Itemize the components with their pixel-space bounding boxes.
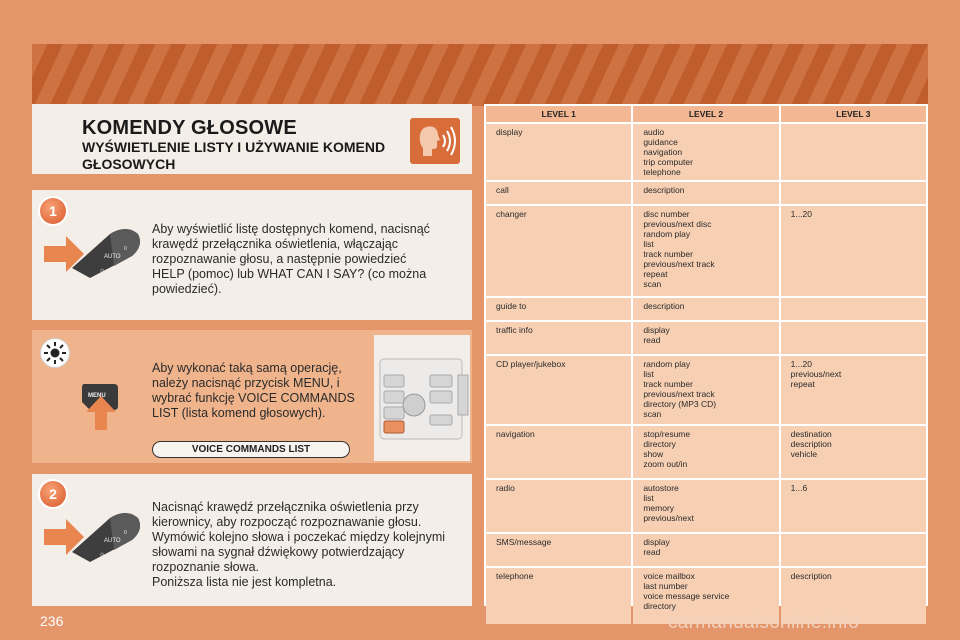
table-cell-level-3: 1...6 (781, 480, 926, 532)
step-3-text: Nacisnąć krawędź przełącznika oświetlenia przy kierownicy, aby rozpocząć rozpoznawanie głosu. Wymówić kolejno słowa i poczekać między kolejnymi słowami na sygnał dźwiękowy potwierdzający rozpoznanie słowa. Poniższa lista nie jest kompletna. (152, 500, 446, 589)
table-cell-level-1: changer (486, 206, 631, 296)
table-cell-level-3: description (781, 568, 926, 624)
table-cell-level-2: description (633, 298, 778, 320)
header-banner (32, 44, 928, 106)
table-cell-level-2: disc number previous/next disc random play list track number previous/next track repeat scan (633, 206, 778, 296)
table-cell-level-1: guide to (486, 298, 631, 320)
step-1-text: Aby wyświetlić listę dostępnych komend, nacisnąć krawędź przełącznika oświetlenia, włączając rozpoznawanie głosu, a następnie powiedzieć HELP (pomoc) lub WHAT CAN I SAY? (co można powiedzieć). (152, 222, 430, 296)
table-cell-level-3 (781, 124, 926, 180)
table-cell-level-1: call (486, 182, 631, 204)
step-2-badge: 2 (40, 481, 66, 507)
svg-text:0: 0 (124, 246, 127, 252)
svg-text:AUTO: AUTO (104, 254, 121, 260)
table-row (486, 426, 926, 478)
table-row (486, 298, 926, 320)
table-cell-level-1: display (486, 124, 631, 180)
svg-text:AUTO: AUTO (104, 538, 121, 544)
voice-commands-table (484, 104, 928, 611)
header-level-2: LEVEL 2 (633, 106, 778, 122)
table-cell-level-2: display read (633, 534, 778, 566)
table-cell-level-1: telephone (486, 568, 631, 624)
voice-recognition-icon (410, 118, 460, 164)
table-cell-level-3: destination description vehicle (781, 426, 926, 478)
table-cell-level-1: CD player/jukebox (486, 356, 631, 424)
svg-text:⊙: ⊙ (100, 552, 105, 558)
watermark: carmanualsonline.info (668, 612, 860, 633)
table-row (486, 182, 926, 204)
arrow-up-icon (86, 396, 116, 430)
table-cell-level-2: random play list track number previous/next track directory (MP3 CD) scan (633, 356, 778, 424)
table-row (486, 206, 926, 296)
table-cell-level-2: display read (633, 322, 778, 354)
voice-commands-list-button[interactable]: VOICE COMMANDS LIST (152, 441, 350, 458)
sun-info-icon (40, 338, 70, 368)
commands-table (484, 104, 928, 626)
table-cell-level-2: stop/resume directory show zoom out/in (633, 426, 778, 478)
table-row (486, 480, 926, 532)
page-number: 236 (40, 613, 64, 629)
page-subtitle: WYŚWIETLENIE LISTY I UŻYWANIE KOMEND GŁOSOWYCH (82, 139, 386, 172)
lighting-stalk-icon (70, 506, 144, 564)
table-cell-level-1: navigation (486, 426, 631, 478)
svg-text:0: 0 (124, 530, 127, 536)
table-cell-level-1: traffic info (486, 322, 631, 354)
table-row (486, 322, 926, 354)
table-cell-level-2: audio guidance navigation trip computer telephone (633, 124, 778, 180)
table-cell-level-2: autostore list memory previous/next (633, 480, 778, 532)
table-cell-level-3 (781, 298, 926, 320)
header-level-3: LEVEL 3 (781, 106, 926, 122)
table-cell-level-3: 1...20 previous/next repeat (781, 356, 926, 424)
table-cell-level-2: voice mailbox last number voice message service directory (633, 568, 778, 624)
table-cell-level-3 (781, 534, 926, 566)
table-cell-level-3 (781, 182, 926, 204)
radio-unit-icon (374, 335, 470, 461)
header-level-1: LEVEL 1 (486, 106, 631, 122)
step-2-text: Aby wykonać taką samą operację, należy nacisnąć przycisk MENU, i wybrać funkcję VOICE COMMANDS LIST (lista komend głosowych). (152, 361, 355, 420)
table-cell-level-1: SMS/message (486, 534, 631, 566)
table-cell-level-3: 1...20 (781, 206, 926, 296)
step-1-badge: 1 (40, 198, 66, 224)
table-cell-level-3 (781, 322, 926, 354)
table-row (486, 356, 926, 424)
svg-text:⊙: ⊙ (100, 268, 105, 274)
table-row (486, 124, 926, 180)
table-row (486, 534, 926, 566)
table-cell-level-1: radio (486, 480, 631, 532)
page-title: KOMENDY GŁOSOWE (82, 117, 297, 139)
title-panel (32, 104, 472, 174)
menu-key-label: MENU (88, 393, 106, 399)
table-header-row (486, 106, 926, 122)
table-cell-level-2: description (633, 182, 778, 204)
lighting-stalk-icon (70, 222, 144, 280)
